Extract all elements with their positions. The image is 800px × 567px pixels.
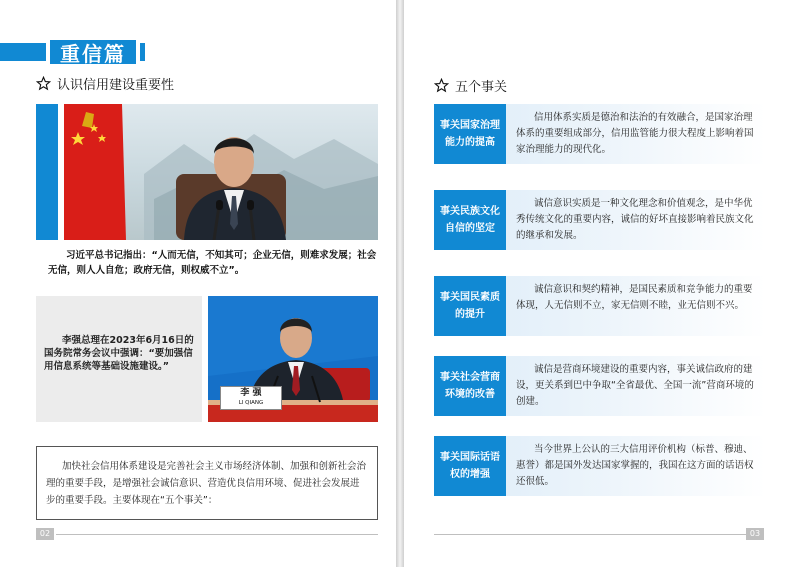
item-label: 事关国民素质的提升 — [440, 292, 500, 320]
section-heading-five — [434, 76, 507, 95]
nameplate — [220, 386, 282, 410]
footer-line-left — [56, 534, 378, 535]
item-label: 事关社会营商环境的改善 — [440, 372, 500, 400]
item-label-box — [434, 190, 506, 250]
li-quote-text: 李强总理在2023年6月16日的国务院常务会议中强调：“要加强信用信息系统等基础设施建设。” — [44, 335, 194, 372]
intro-text: 加快社会信用体系建设是完善社会主义市场经济体制、加强和创新社会治理的重要手段，是增强社会诚信意识、营造优良信用环境、促进社会发展进步的重要手段。主要体现在“五个事关”： — [46, 461, 367, 506]
page-number-left: 02 — [36, 528, 54, 540]
list-item — [434, 190, 766, 250]
list-item — [434, 436, 766, 496]
item-label-box — [434, 436, 506, 496]
item-text: 诚信是营商环境建设的重要内容，事关诚信政府的建设，更关系到巴中争取“全省最优、全国一流”营商环境的创建。 — [516, 364, 754, 407]
footer-line-right — [434, 534, 746, 535]
item-label: 事关国家治理能力的提高 — [440, 120, 500, 148]
item-text: 当今世界上公认的三大信用评价机构（标普、穆迪、惠誉）都是国外发达国家掌握的，我国在这方面的话语权还很低。 — [516, 444, 754, 487]
section-title: 五个事关 — [455, 80, 508, 95]
photo-xi-jinping — [64, 104, 378, 240]
item-text: 诚信意识实质是一种文化理念和价值观念，是中华优秀传统文化的重要内容，诚信的好坏直接影响着民族文化的继承和发展。 — [516, 198, 754, 241]
banner-tail — [140, 43, 145, 61]
xi-quote-caption: 习近平总书记指出：“人而无信，不知其可；企业无信，则难求发展；社会无信，则人人自危；政府无信，则权威不立”。 — [48, 250, 377, 276]
item-text: 诚信意识和契约精神，是国民素质和竞争能力的重要体现，人无信则不立，家无信则不睦，业无信则不兴。 — [516, 284, 753, 311]
banner-bar — [0, 43, 46, 61]
item-label-box — [434, 276, 506, 336]
book-spine — [396, 0, 404, 567]
star-icon — [36, 76, 51, 91]
page-number-right: 03 — [746, 528, 764, 540]
nameplate-en: LI QIANG — [238, 400, 264, 406]
nameplate-cn: 李 强 — [240, 388, 262, 398]
photo-accent-bar — [36, 104, 58, 240]
list-item — [434, 276, 766, 336]
item-label: 事关国际话语权的增强 — [440, 452, 500, 480]
banner-box — [50, 40, 136, 64]
item-label: 事关民族文化自信的坚定 — [440, 206, 500, 234]
star-icon — [434, 78, 449, 93]
section-title: 认识信用建设重要性 — [57, 78, 175, 93]
section-heading-importance — [36, 74, 174, 93]
photo-xi-illustration — [64, 104, 378, 240]
item-label-box — [434, 104, 506, 164]
item-label-box — [434, 356, 506, 416]
photo-li-qiang — [208, 296, 378, 422]
chapter-banner — [0, 40, 145, 64]
chapter-title: 重信篇 — [60, 41, 126, 66]
list-item — [434, 104, 766, 164]
item-text: 信用体系实质是德治和法治的有效融合，是国家治理体系的重要组成部分，信用监管能力很大程度上影响着国家治理能力的现代化。 — [516, 112, 754, 155]
list-item — [434, 356, 766, 416]
